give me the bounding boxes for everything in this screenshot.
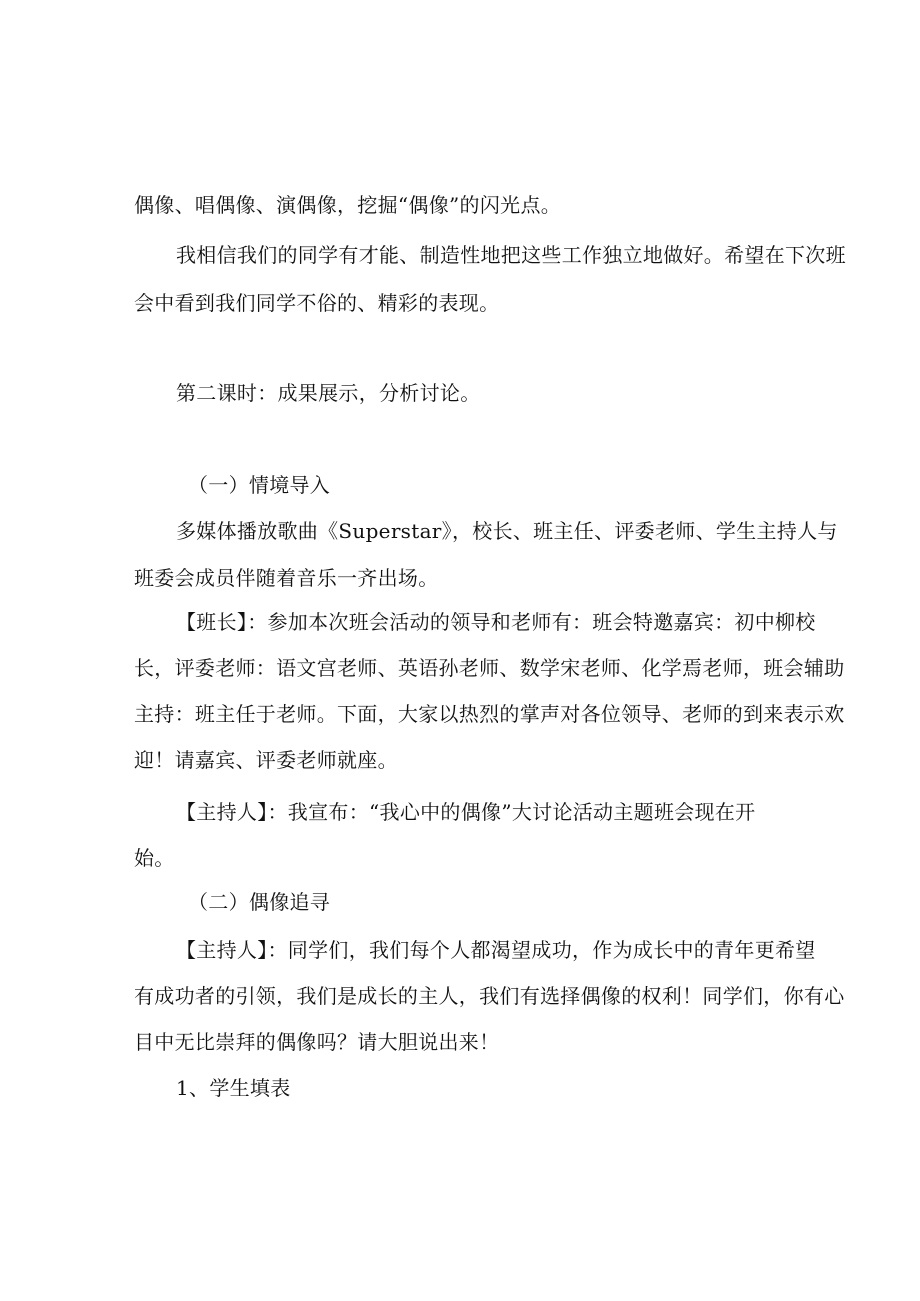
- paragraph-line: 会中看到我们同学不俗的、精彩的表现。: [134, 291, 500, 315]
- paragraph-line: 【主持人】：我宣布：“我心中的偶像”大讨论活动主题班会现在开: [176, 800, 756, 824]
- list-item-heading: 1、学生填表: [176, 1076, 291, 1100]
- paragraph-line: 多媒体播放歌曲《Superstar》，校长、班主任、评委老师、学生主持人与: [176, 519, 838, 543]
- paragraph-line: 迎！请嘉宾、评委老师就座。: [134, 748, 398, 772]
- paragraph-line: 【班长】：参加本次班会活动的领导和老师有：班会特邀嘉宾：初中柳校: [176, 610, 816, 634]
- paragraph-line: 始。: [134, 846, 175, 870]
- paragraph-line: 偶像、唱偶像、演偶像，挖掘“偶像”的闪光点。: [134, 193, 562, 217]
- paragraph-line: 有成功者的引领，我们是成长的主人，我们有选择偶像的权利！同学们，你有心: [134, 984, 845, 1008]
- paragraph-line: 我相信我们的同学有才能、制造性地把这些工作独立地做好。希望在下次班: [176, 243, 846, 267]
- lesson-heading: 第二课时：成果展示，分析讨论。: [176, 381, 481, 405]
- section-heading: （二）偶像追寻: [188, 890, 331, 914]
- paragraph-line: 【主持人】：同学们，我们每个人都渴望成功，作为成长中的青年更希望: [176, 938, 816, 962]
- paragraph-line: 主持：班主任于老师。下面，大家以热烈的掌声对各位领导、老师的到来表示欢: [134, 702, 845, 726]
- section-heading: （一）情境导入: [188, 473, 331, 497]
- paragraph-line: 班委会成员伴随着音乐一齐出场。: [134, 566, 439, 590]
- paragraph-line: 长，评委老师：语文宫老师、英语孙老师、数学宋老师、化学焉老师，班会辅助: [134, 656, 845, 680]
- paragraph-line: 目中无比崇拜的偶像吗？请大胆说出来！: [134, 1030, 500, 1054]
